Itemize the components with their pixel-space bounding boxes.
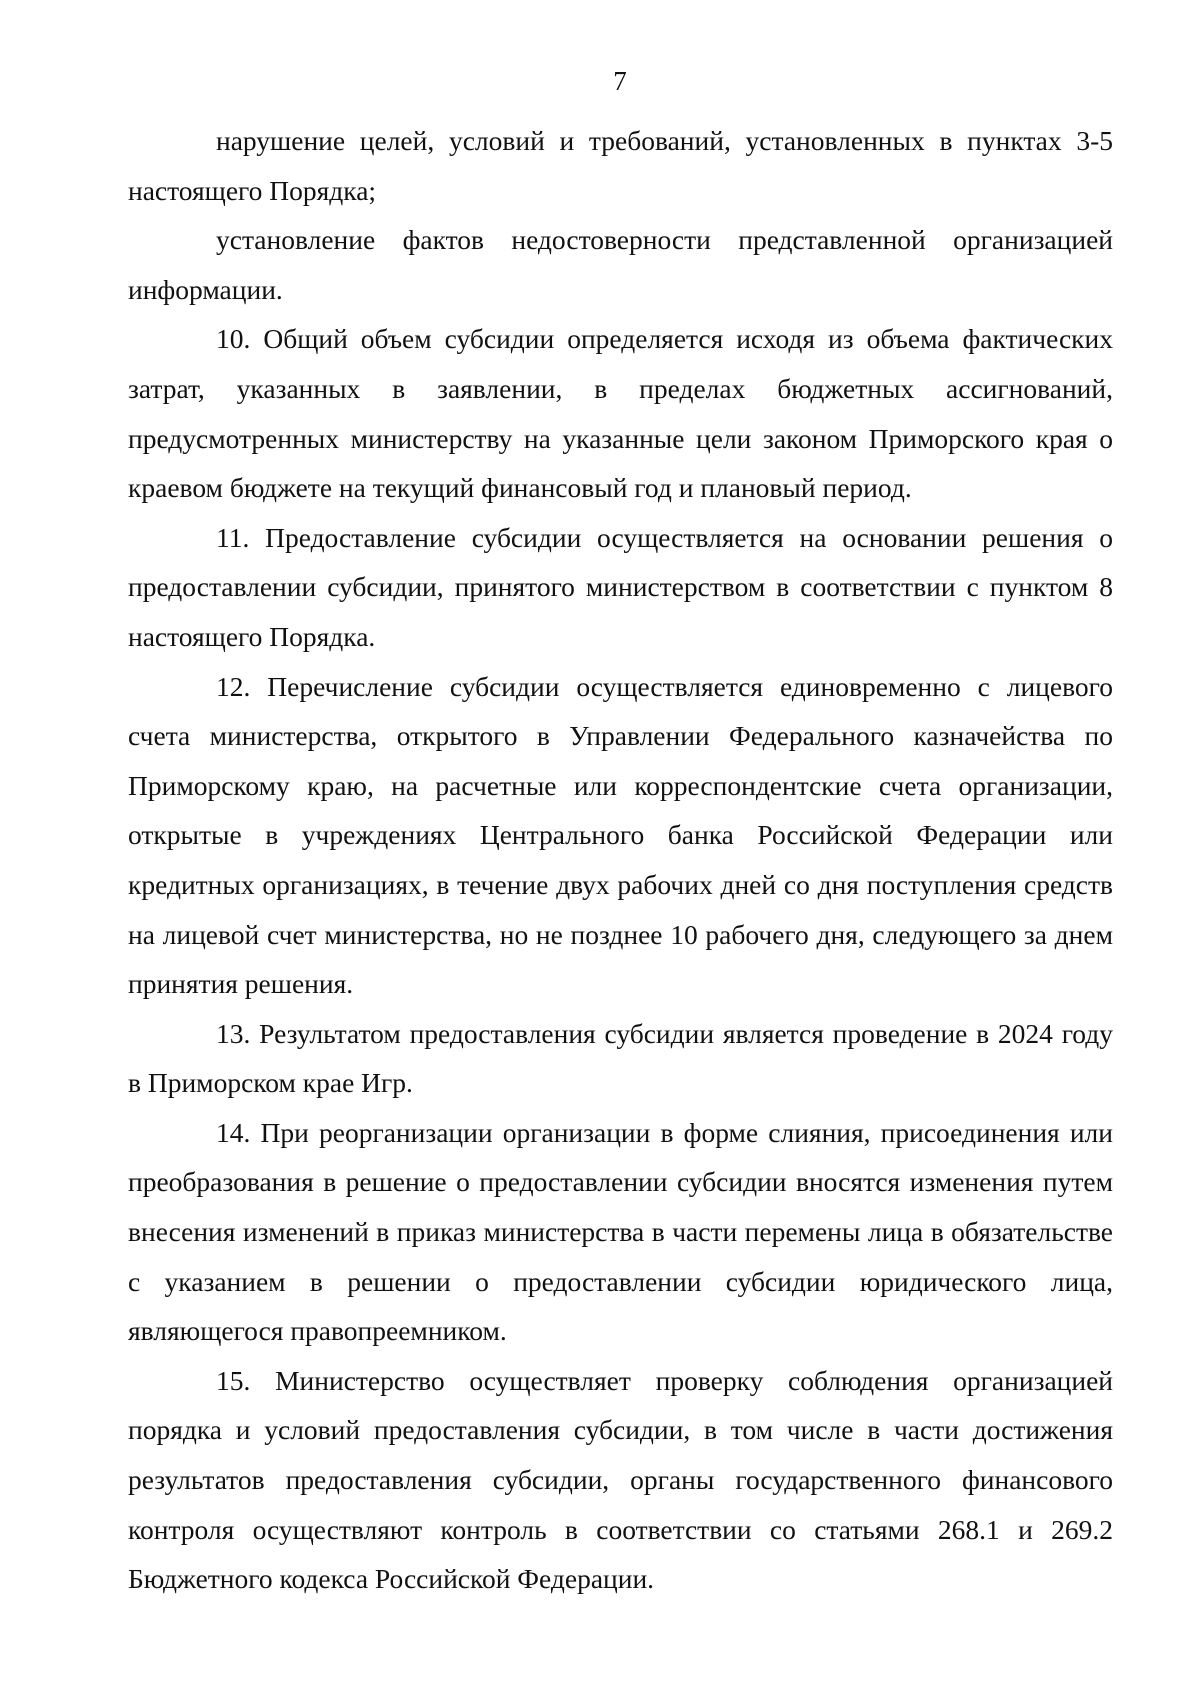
paragraph-14-reorganization: 14. При реорганизации организации в форме слияния, присоединения или преобразования в решение о предоставлении субсидии вносятся изменения путем внесения изменений в приказ министерства в части перемены лица в обязательстве с указанием в решении о предоставлении субсидии юридического лица, являющегося правопреемником. bbox=[128, 1116, 1113, 1347]
paragraph-11-subsidy-decision: 11. Предоставление субсидии осуществляется на основании решения о предоставлении субсидии, принятого министерством в соответствии с пунктом 8 настоящего Порядка. bbox=[128, 521, 1113, 652]
page-number: 7 bbox=[613, 66, 627, 96]
paragraph-false-information: установление фактов недостоверности представленной организацией информации. bbox=[128, 224, 1113, 305]
paragraph-15-compliance-check: 15. Министерство осуществляет проверку соблюдения организацией порядка и условий предоставления субсидии, в том числе в части достижения результатов предоставления субсидии, органы государственного финансового контроля осуществляют контроль в соответствии со статьями 268.1 и 269.2 Бюджетного кодекса Российской Федерации. bbox=[128, 1364, 1113, 1595]
paragraph-violation-of-conditions: нарушение целей, условий и требований, установленных в пунктах 3-5 настоящего Порядка; bbox=[128, 125, 1113, 206]
paragraph-10-subsidy-volume: 10. Общий объем субсидии определяется исходя из объема фактических затрат, указанных в заявлении, в пределах бюджетных ассигнований, предусмотренных министерству на указанные цели законом Приморского края о краевом бюджете на текущий финансовый год и плановый период. bbox=[128, 323, 1113, 504]
document-body bbox=[128, 116, 1113, 1604]
paragraph-13-subsidy-result: 13. Результатом предоставления субсидии является проведение в 2024 году в Приморском крае Игр. bbox=[128, 1017, 1113, 1099]
paragraph-12-subsidy-transfer: 12. Перечисление субсидии осуществляется единовременно с лицевого счета министерства, открытого в Управлении Федерального казначейства по Приморскому краю, на расчетные или корреспондентские счета организации, открытые в учреждениях Центрального банка Российской Федерации или кредитных организациях, в течение двух рабочих дней со дня поступления средств на лицевой счет министерства, но не позднее 10 рабочего дня, следующего за днем принятия решения. bbox=[128, 670, 1113, 1000]
